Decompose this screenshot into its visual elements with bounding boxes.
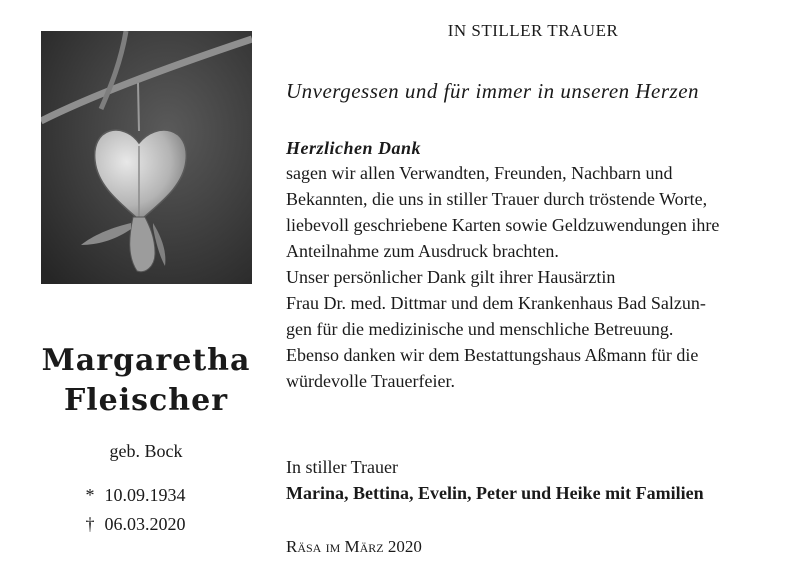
motto: Unvergessen und für immer in unseren Herzen [286, 79, 700, 103]
birth-star-icon: * [85, 485, 95, 505]
bleeding-heart-flower-image [41, 31, 252, 284]
thanks-line: Unser persönlicher Dank gilt ihrer Hausärztin [286, 267, 616, 287]
thanks-line: gen für die medizinische und menschliche Betreuung. [286, 319, 674, 339]
thanks-text [286, 160, 776, 394]
thanks-line: Anteilnahme zum Ausdruck brachten. [286, 241, 559, 261]
thanks-line: Ebenso danken wir dem Bestattungshaus Aßmann für die [286, 345, 699, 365]
birth-date: 10.09.1934 [104, 485, 186, 505]
signature-intro: In stiller Trauer [286, 457, 398, 477]
thanks-line: liebevoll geschriebene Karten sowie Geldzuwendungen ihre [286, 215, 720, 235]
thanks-line: Frau Dr. med. Dittmar und dem Krankenhaus Bad Salzun- [286, 293, 706, 313]
thanks-line: würdevolle Trauerfeier. [286, 371, 455, 391]
death-date-line [80, 514, 186, 535]
thanks-line: sagen wir allen Verwandten, Freunden, Nachbarn und [286, 163, 673, 183]
deceased-first-name: Margaretha [41, 343, 251, 378]
maiden-name: geb. Bock [109, 441, 183, 461]
death-date: 06.03.2020 [104, 514, 186, 534]
thanks-title: Herzlichen Dank [286, 138, 422, 158]
notice-header: IN STILLER TRAUER [447, 21, 619, 40]
place-date: Räsa im März 2020 [286, 537, 422, 556]
death-cross-icon: † [85, 514, 95, 534]
thanks-line: Bekannten, die uns in stiller Trauer durch tröstende Worte, [286, 189, 708, 209]
deceased-last-name: Fleischer [63, 383, 229, 418]
flower-photo [41, 31, 252, 284]
signature-names: Marina, Bettina, Evelin, Peter und Heike mit Familien [286, 483, 704, 503]
birth-date-line [80, 485, 186, 506]
